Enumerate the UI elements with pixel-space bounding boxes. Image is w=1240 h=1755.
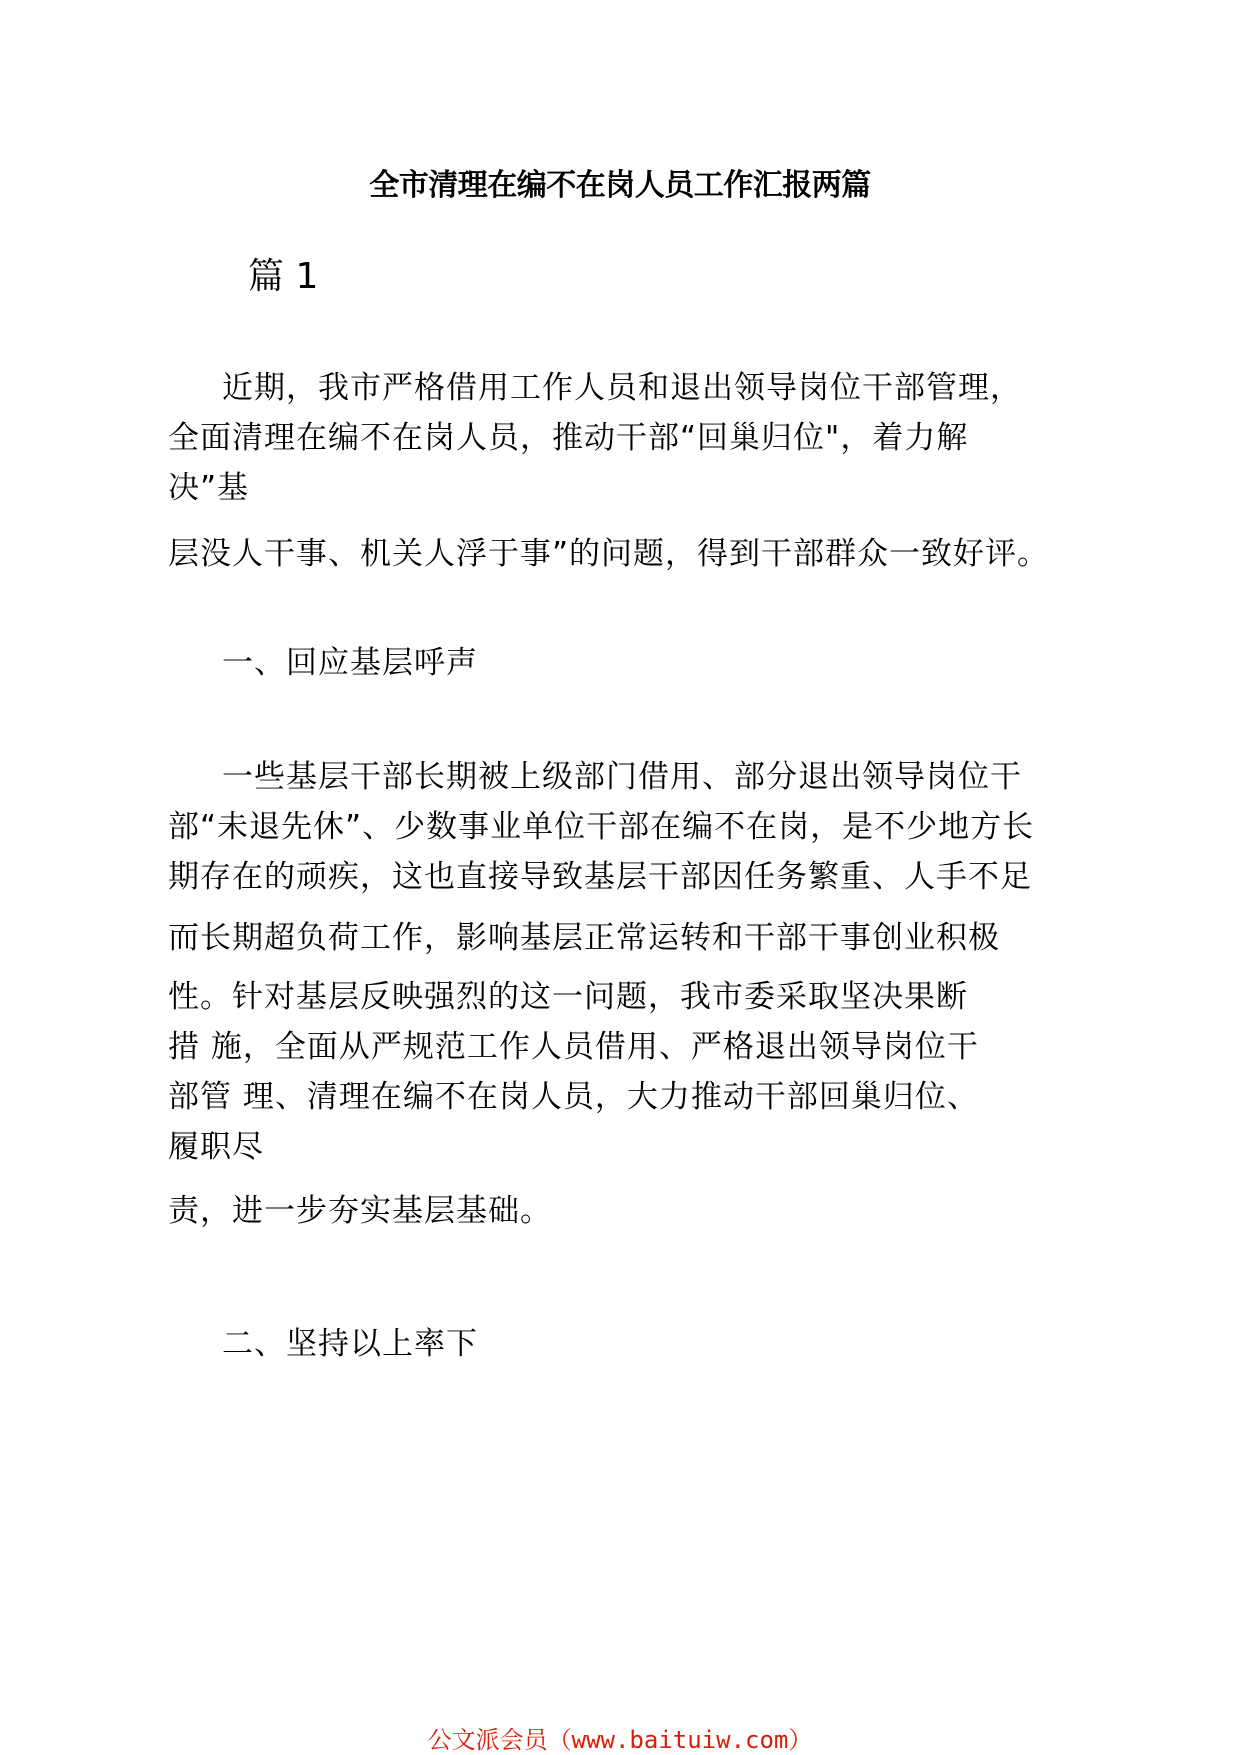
footer-url[interactable]: www.baituiw.com — [571, 1726, 789, 1754]
paragraph-line: 一些基层干部长期被上级部门借用、部分退出领导岗位干 — [222, 759, 1022, 795]
section-heading: 一、回应基层呼声 — [222, 645, 478, 681]
footer-close: ） — [788, 1726, 813, 1754]
paragraph-line: 责，进一步夯实基层基础。 — [168, 1193, 552, 1229]
paragraph-line: 性。针对基层反映强烈的这一问题，我市委采取坚决果断 — [168, 979, 968, 1015]
paragraph-line: 部管 理、清理在编不在岗人员，大力推动干部回巢归位、 — [168, 1079, 979, 1115]
paragraph-line: 部“未退先休”、少数事业单位干部在编不在岗，是不少地方长 — [168, 809, 1035, 845]
paragraph-line: 全面清理在编不在岗人员，推动干部“回巢归位"，着力解 — [168, 420, 969, 456]
paragraph-line: 履职尽 — [168, 1129, 264, 1165]
document-title: 全市清理在编不在岗人员工作汇报两篇 — [369, 168, 871, 203]
paragraph-line: 近期，我市严格借用工作人员和退出领导岗位干部管理， — [222, 370, 1022, 406]
part-label: 篇 1 — [248, 256, 319, 297]
paragraph-line: 措 施，全面从严规范工作人员借用、严格退出领导岗位干 — [168, 1029, 979, 1065]
section-heading: 二、坚持以上率下 — [222, 1326, 478, 1362]
paragraph-line: 层没人干事、机关人浮于事”的问题，得到干部群众一致好评。 — [168, 536, 1050, 572]
footer-text: 公文派会员（ — [427, 1726, 572, 1754]
paragraph-line: 期存在的顽疾，这也直接导致基层干部因任务繁重、人手不足 — [168, 859, 1032, 895]
paragraph-line: 而长期超负荷工作，影响基层正常运转和干部干事创业积极 — [168, 920, 1000, 956]
footer-watermark — [0, 1720, 1240, 1755]
paragraph-line: 决”基 — [168, 470, 250, 506]
